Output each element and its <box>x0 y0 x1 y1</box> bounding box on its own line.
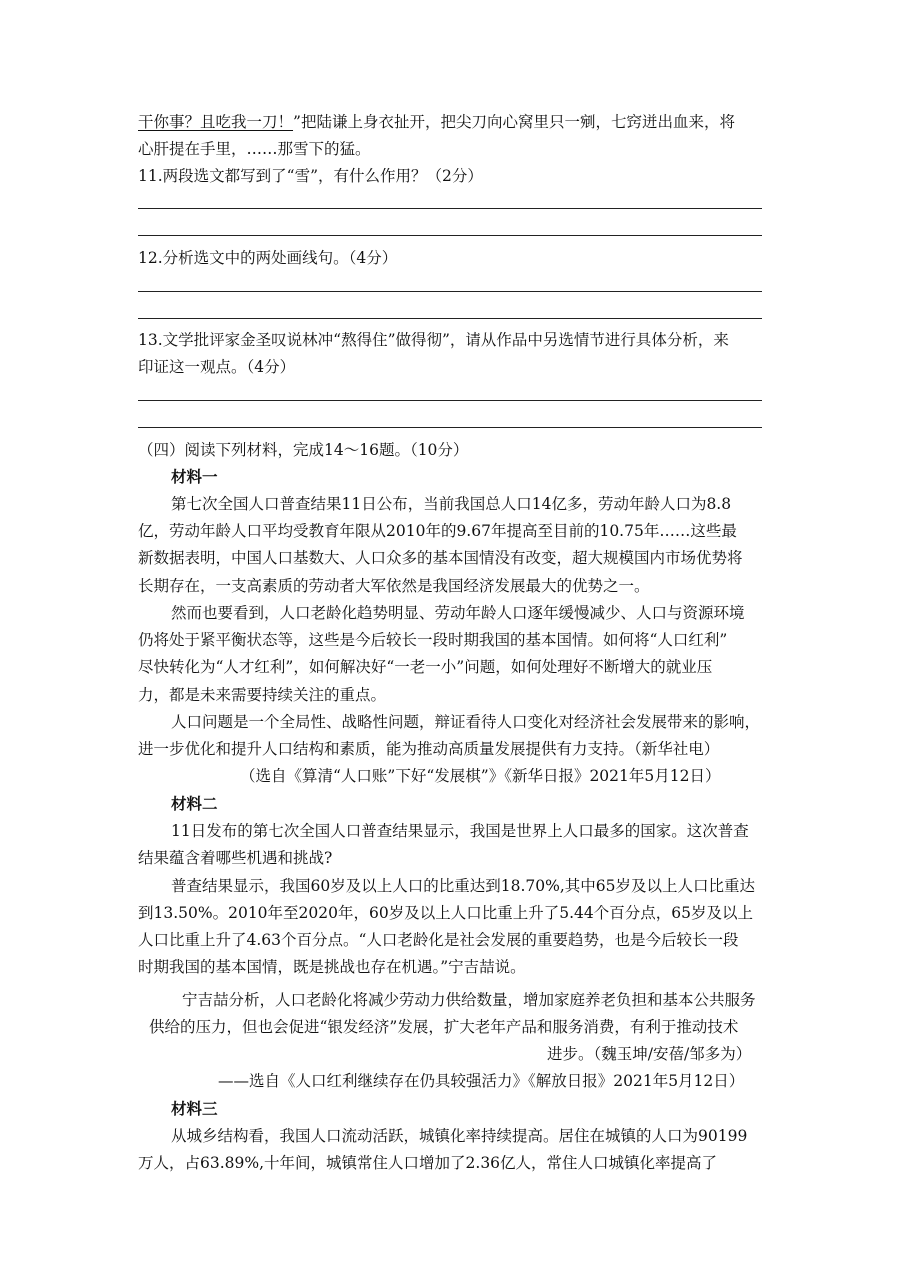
answer-line[interactable] <box>138 318 762 319</box>
material-2-text: 进步。（魏玉坤/安蓓/邹多为） <box>547 1045 752 1063</box>
material-1-title: 材料一 <box>171 467 218 486</box>
material-1-text: 然而也要看到，人口老龄化趋势明显、劳动年龄人口逐年缓慢减少、人口与资源环境 <box>171 604 745 622</box>
text-line-2: 心肝提在手里，……那雪下的猛。 <box>138 140 371 158</box>
material-3-text: 万人，占63.89%,十年间，城镇常住人口增加了2.36亿人，常住人口城镇化率提高了 <box>138 1154 718 1172</box>
material-1-text: 进一步优化和提升人口结构和素质，能为推动高质量发展提供有力支持。（新华社电） <box>138 740 720 758</box>
answer-line[interactable] <box>138 400 762 401</box>
answer-line[interactable] <box>138 208 762 209</box>
material-1-text: 尽快转化为“人才红利”，如何解决好“一老一小”问题，如何处理好不断增大的就业压 <box>138 658 713 676</box>
material-2-text: 11日发布的第七次全国人口普查结果显示，我国是世界上人口最多的国家。这次普查 <box>171 822 749 840</box>
material-2-text: 普查结果显示，我国60岁及以上人口的比重达到18.70%,其中65岁及以上人口比重达 <box>171 877 755 895</box>
underlined-sentence: 干你事？且吃我一刀！ <box>138 113 294 131</box>
material-1-text: 第七次全国人口普查结果11日公布，当前我国总人口14亿多，劳动年龄人口为8.8 <box>171 495 732 513</box>
material-2-text: 人口比重上升了4.63个百分点。“人口老龄化是社会发展的重要趋势，也是今后较长一段 <box>138 931 739 949</box>
question-13-line-2: 印证这一观点。（4分） <box>138 358 296 376</box>
material-1-text: 新数据表明，中国人口基数大、人口众多的基本国情没有改变，超大规模国内市场优势将 <box>138 549 743 567</box>
material-2-text: 宁吉喆分析，人口老龄化将减少劳动力供给数量，增加家庭养老负担和基本公共服务 <box>182 991 756 1009</box>
material-3-title: 材料三 <box>171 1099 218 1118</box>
material-3-text: 从城乡结构看，我国人口流动活跃，城镇化率持续提高。居住在城镇的人口为90199 <box>171 1127 748 1145</box>
material-2-source: ——选自《人口红利继续存在仍具较强活力》《解放日报》2021年5月12日） <box>218 1072 745 1090</box>
material-1-text: 仍将处于紧平衡状态等，这些是今后较长一段时期我国的基本国情。如何将“人口红利” <box>138 631 728 649</box>
material-2-title: 材料二 <box>171 794 218 813</box>
material-1-text: 力，都是未来需要持续关注的重点。 <box>138 686 387 704</box>
text-line-1-rest: ”把陆谦上身衣扯开，把尖刀向心窝里只一剜，七窍迸出血来，将 <box>293 113 735 131</box>
material-2-text: 结果蕴含着哪些机遇和挑战? <box>138 849 333 867</box>
material-1-text: 长期存在，一支高素质的劳动者大军依然是我国经济发展最大的优势之一。 <box>138 577 650 595</box>
text-line-1 <box>138 112 735 132</box>
material-2-text: 时期我国的基本国情，既是挑战也存在机遇。”宁吉喆说。 <box>138 958 526 976</box>
question-11: 11.两段选文都写到了“雪”，有什么作用？（2分） <box>138 167 483 185</box>
answer-line[interactable] <box>138 235 762 236</box>
material-1-text: 亿，劳动年龄人口平均受教育年限从2010年的9.67年提高至目前的10.75年……这些最 <box>138 522 737 540</box>
answer-line[interactable] <box>138 291 762 292</box>
question-13-line-1: 13.文学批评家金圣叹说林冲“熬得住”做得彻”，请从作品中另选情节进行具体分析，来 <box>138 331 729 349</box>
material-2-text: 供给的压力，但也会促进“银发经济”发展，扩大老年产品和服务消费，有利于推动技术 <box>149 1018 739 1036</box>
section-heading: （四）阅读下列材料，完成14～16题。（10分） <box>138 441 469 459</box>
question-12: 12.分析选文中的两处画线句。（4分） <box>138 249 398 267</box>
material-1-source: （选自《算清“人口账”下好“发展棋”》《新华日报》2021年5月12日） <box>240 767 721 785</box>
answer-line[interactable] <box>138 427 762 428</box>
material-1-text: 人口问题是一个全局性、战略性问题，辩证看待人口变化对经济社会发展带来的影响， <box>171 713 761 731</box>
material-2-text: 到13.50%。2010年至2020年，60岁及以上人口比重上升了5.44个百分点，65岁及以上 <box>138 904 753 922</box>
